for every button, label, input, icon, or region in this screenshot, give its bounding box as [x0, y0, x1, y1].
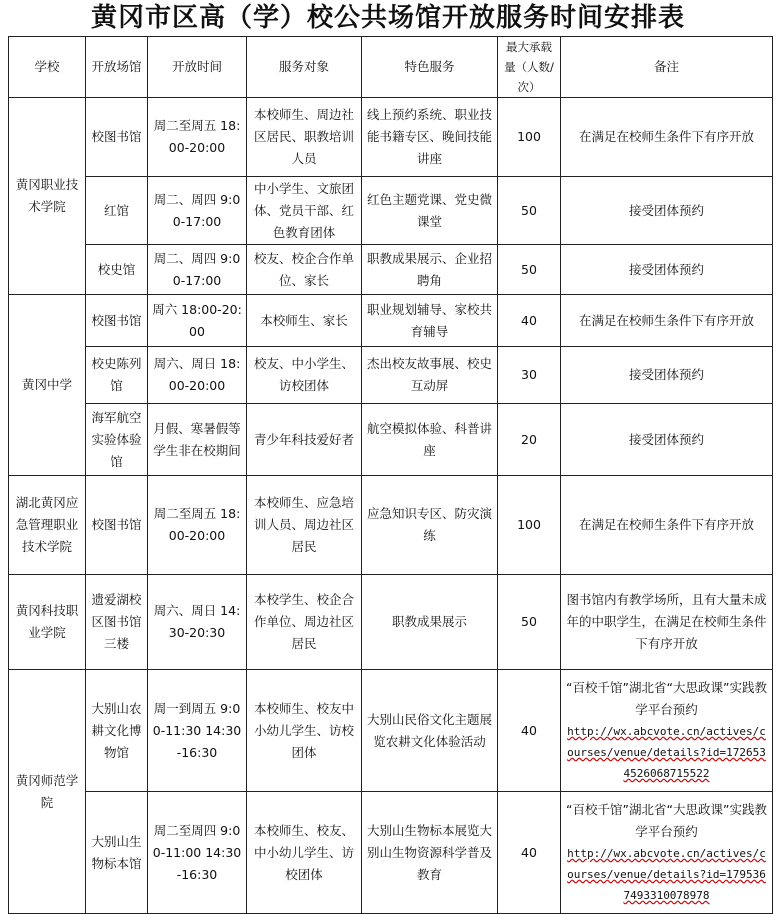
time-cell: 周六、周日 18:00-20:00 — [148, 347, 247, 404]
venue-cell: 大别山生物标本馆 — [86, 792, 148, 914]
feature-cell: 职教成果展示、企业招聘角 — [362, 245, 498, 295]
time-cell: 周二至周五 18:00-20:00 — [148, 98, 247, 177]
audience-cell: 本校师生、校友中小幼儿学生、访校团体 — [247, 670, 362, 792]
note-cell: 接受团体预约 — [561, 404, 773, 476]
audience-cell: 本校师生、周边社区居民、职教培训人员 — [247, 98, 362, 177]
schedule-table — [8, 36, 773, 914]
time-cell: 周一到周五 9:00-11:30 14:30-16:30 — [148, 670, 247, 792]
venue-cell: 遗爱湖校区图书馆三楼 — [86, 575, 148, 670]
table-row — [9, 670, 773, 792]
note-cell: 在满足在校师生条件下有序开放 — [561, 98, 773, 177]
venue-cell: 校史馆 — [86, 245, 148, 295]
venue-cell: 校图书馆 — [86, 98, 148, 177]
note-text: “百校千馆”湖北省“大思政课”实践教学平台预约 — [566, 802, 767, 839]
table-row — [9, 245, 773, 295]
audience-cell: 本校学生、校企合作单位、周边社区居民 — [247, 575, 362, 670]
venue-cell: 大别山农耕文化博物馆 — [86, 670, 148, 792]
school-cell: 黄冈中学 — [9, 295, 86, 476]
feature-cell: 航空模拟体验、科普讲座 — [362, 404, 498, 476]
note-text: “百校千馆”湖北省“大思政课”实践教学平台预约 — [566, 680, 767, 717]
venue-cell: 校图书馆 — [86, 476, 148, 575]
table-row — [9, 177, 773, 245]
capacity-cell: 50 — [498, 245, 561, 295]
table-row — [9, 98, 773, 177]
note-cell: 在满足在校师生条件下有序开放 — [561, 295, 773, 347]
time-cell: 周二、周四 9:00-17:00 — [148, 177, 247, 245]
table-row — [9, 404, 773, 476]
time-cell: 周二至周四 9:00-11:00 14:30-16:30 — [148, 792, 247, 914]
capacity-cell: 50 — [498, 177, 561, 245]
venue-link[interactable]: http://wx.abcvote.cn/actives/courses/venue/details?id=1726534526068715522 — [567, 725, 766, 780]
capacity-cell: 30 — [498, 347, 561, 404]
feature-cell: 杰出校友故事展、校史互动屏 — [362, 347, 498, 404]
header-venue: 开放场馆 — [86, 37, 148, 98]
audience-cell: 本校师生、家长 — [247, 295, 362, 347]
capacity-cell: 20 — [498, 404, 561, 476]
header-row — [9, 37, 773, 98]
note-cell: 接受团体预约 — [561, 245, 773, 295]
note-cell — [561, 792, 773, 914]
note-cell — [561, 670, 773, 792]
feature-cell: 红色主题党课、党史微课堂 — [362, 177, 498, 245]
header-audience: 服务对象 — [247, 37, 362, 98]
note-cell: 图书馆内有教学场所，且有大量未成年的中职学生，在满足在校师生条件下有序开放 — [561, 575, 773, 670]
header-note: 备注 — [561, 37, 773, 98]
time-cell: 周二至周五 18:00-20:00 — [148, 476, 247, 575]
header-time: 开放时间 — [148, 37, 247, 98]
feature-cell: 应急知识专区、防灾演练 — [362, 476, 498, 575]
table-row — [9, 476, 773, 575]
header-feature: 特色服务 — [362, 37, 498, 98]
time-cell: 周二、周四 9:00-17:00 — [148, 245, 247, 295]
venue-cell: 海军航空实验体验馆 — [86, 404, 148, 476]
capacity-cell: 40 — [498, 670, 561, 792]
feature-cell: 大别山生物标本展览大别山生物资源科学普及教育 — [362, 792, 498, 914]
header-school: 学校 — [9, 37, 86, 98]
venue-cell: 校图书馆 — [86, 295, 148, 347]
audience-cell: 本校师生、校友、中小幼儿学生、访校团体 — [247, 792, 362, 914]
table-row — [9, 792, 773, 914]
note-cell: 接受团体预约 — [561, 347, 773, 404]
venue-cell: 校史陈列馆 — [86, 347, 148, 404]
capacity-cell: 40 — [498, 792, 561, 914]
school-cell: 黄冈职业技术学院 — [9, 98, 86, 295]
table-row — [9, 347, 773, 404]
audience-cell: 本校师生、应急培训人员、周边社区居民 — [247, 476, 362, 575]
capacity-cell: 50 — [498, 575, 561, 670]
feature-cell: 职业规划辅导、家校共育辅导 — [362, 295, 498, 347]
audience-cell: 青少年科技爱好者 — [247, 404, 362, 476]
feature-cell: 职教成果展示 — [362, 575, 498, 670]
note-cell: 接受团体预约 — [561, 177, 773, 245]
table-row — [9, 295, 773, 347]
venue-cell: 红馆 — [86, 177, 148, 245]
audience-cell: 校友、中小学生、访校团体 — [247, 347, 362, 404]
school-cell: 黄冈师范学院 — [9, 670, 86, 914]
capacity-cell: 100 — [498, 98, 561, 177]
feature-cell: 线上预约系统、职业技能书籍专区、晚间技能讲座 — [362, 98, 498, 177]
school-cell: 湖北黄冈应急管理职业技术学院 — [9, 476, 86, 575]
capacity-cell: 40 — [498, 295, 561, 347]
audience-cell: 校友、校企合作单位、家长 — [247, 245, 362, 295]
capacity-cell: 100 — [498, 476, 561, 575]
time-cell: 周六、周日 14:30-20:30 — [148, 575, 247, 670]
table-row — [9, 575, 773, 670]
venue-link[interactable]: http://wx.abcvote.cn/actives/courses/venue/details?id=1795367493310078978 — [567, 847, 766, 902]
page-title: 黄冈市区高（学）校公共场馆开放服务时间安排表 — [90, 3, 685, 33]
audience-cell: 中小学生、文旅团体、党员干部、红色教育团体 — [247, 177, 362, 245]
time-cell: 周六 18:00-20:00 — [148, 295, 247, 347]
header-capacity: 最大承载量（人数/次） — [498, 37, 561, 98]
feature-cell: 大别山民俗文化主题展览农耕文化体验活动 — [362, 670, 498, 792]
note-cell: 在满足在校师生条件下有序开放 — [561, 476, 773, 575]
school-cell: 黄冈科技职业学院 — [9, 575, 86, 670]
time-cell: 月假、寒暑假等学生非在校期间 — [148, 404, 247, 476]
